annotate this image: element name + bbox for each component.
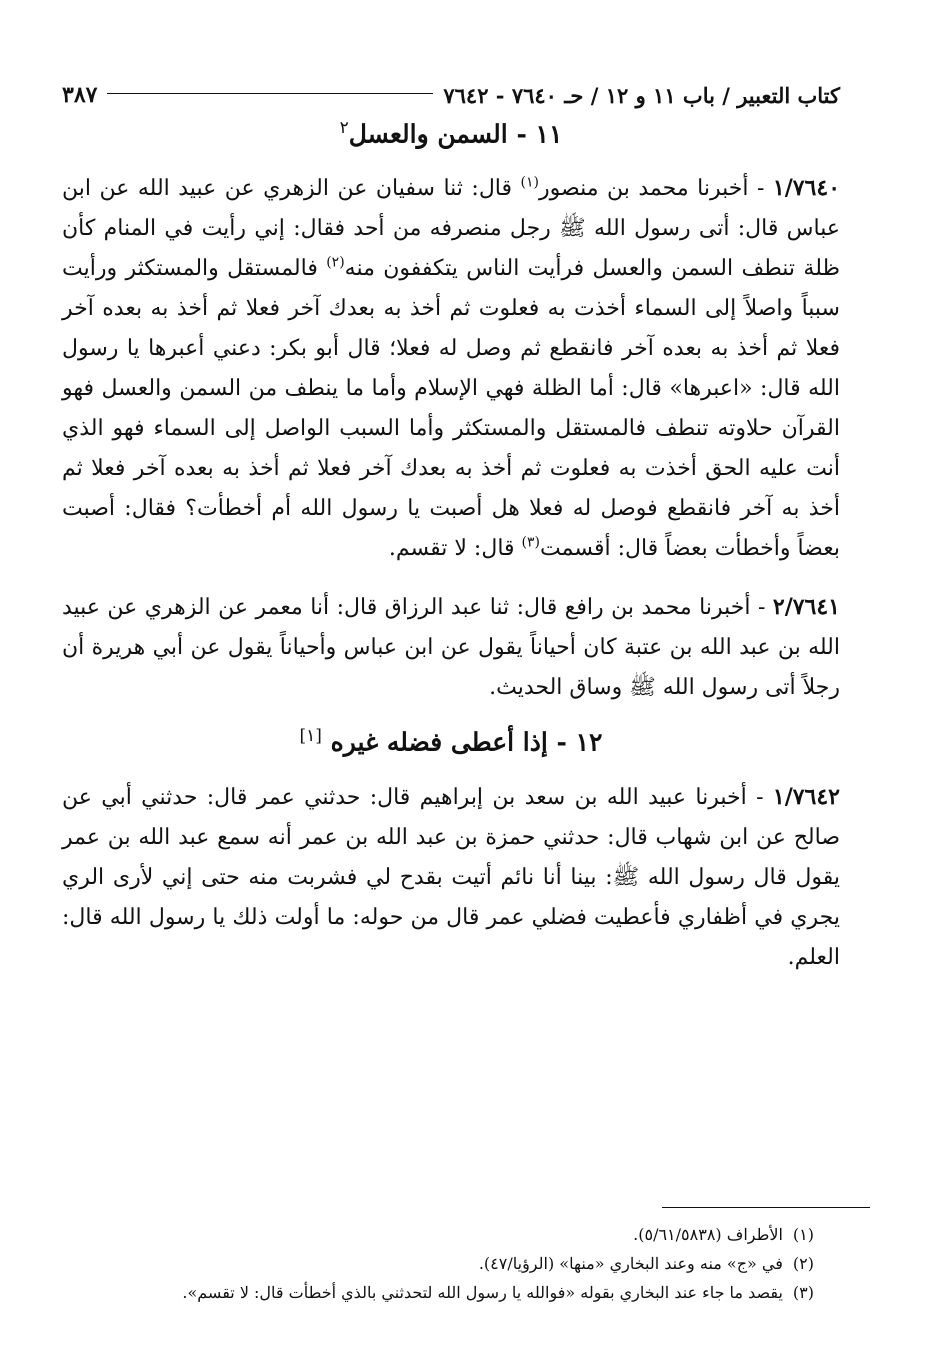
section-title: ١٢ - إذا أعطى فضله غيره bbox=[330, 727, 603, 757]
running-title: كتاب التعبير / باب ١١ و ١٢ / حـ ٧٦٤٠ - ٧٦٤٢ bbox=[443, 83, 840, 108]
page-number: ٣٨٧ bbox=[62, 82, 98, 108]
footnote-text: في «ج» منه وعند البخاري «منها» (الرؤيا/٤٧). bbox=[478, 1254, 783, 1273]
footnote bbox=[94, 1220, 814, 1249]
header-rule bbox=[107, 93, 433, 94]
section-heading-11 bbox=[62, 118, 840, 148]
hadith-number: ١/٧٦٤٠ bbox=[772, 175, 841, 202]
hadith-7640 bbox=[62, 168, 840, 569]
hadith-text: - أخبرنا عبيد الله بن سعد بن إبراهيم قال: حدثني عمر قال: حدثني أبي عن صالح عن ابن شهاب قال: حدثني حمزة بن عبد الله بن عمر أنه سمع عبد الله بن عمر يقول قال رسول الله ﷺ: بينا أنا نائم أتيت بقدح لي فشربت منه حتى إني لأرى الري يجري في أظفاري فأعطيت فضلي عمر قال من حوله: ما أولت ذلك يا رسول الله قال: العلم. bbox=[62, 784, 840, 970]
hadith-number: ١/٧٦٤٢ bbox=[772, 783, 840, 810]
footnote-text: يقصد ما جاء عند البخاري بقوله «فوالله يا رسول الله لتحدثني بالذي أخطأت قال: لا تقسم». bbox=[182, 1283, 783, 1302]
hadith-7641 bbox=[62, 587, 840, 708]
footnotes bbox=[94, 1220, 814, 1307]
footnote-ref: (٣) bbox=[521, 535, 540, 551]
footnote-number: (٢) bbox=[792, 1254, 814, 1273]
footnote-ref: (١) bbox=[520, 175, 540, 191]
footnote-divider bbox=[662, 1207, 870, 1208]
hadith-number: ٢/٧٦٤١ bbox=[772, 594, 840, 621]
hadith-text: قال: لا تقسم. bbox=[388, 536, 522, 562]
heading-footnote-marker: ٢ bbox=[339, 118, 349, 138]
footnote-number: (٣) bbox=[792, 1283, 814, 1302]
running-header bbox=[62, 60, 840, 108]
footnote bbox=[94, 1278, 814, 1307]
footnote bbox=[94, 1249, 814, 1278]
heading-footnote-marker: [١] bbox=[299, 726, 322, 747]
section-heading-12 bbox=[62, 726, 840, 756]
hadith-text: قال: ثنا سفيان عن الزهري عن عبيد الله عن ابن عباس قال: أتى رسول الله ﷺ رجل منصرفه من أحد فقال: إني رأيت في المنام كأن ظلة تنطف السمن والعسل فرأيت الناس يتكففون منه bbox=[62, 176, 840, 282]
section-title: ١١ - السمن والعسل bbox=[348, 119, 563, 149]
hadith-text: - أخبرنا محمد بن رافع قال: ثنا عبد الرزاق قال: أنا معمر عن الزهري عن عبيد الله بن عبد الله بن عتبة كان أحياناً يقول عن ابن عباس وأحياناً يقول عن أبي هريرة أن رجلاً أتى رسول الله ﷺ وساق الحديث. bbox=[62, 595, 840, 701]
footnote-text: الأطراف (٥/٦١/٥٨٣٨). bbox=[633, 1225, 783, 1244]
footnote-number: (١) bbox=[792, 1225, 814, 1244]
hadith-text: فالمستقل والمستكثر ورأيت سبباً واصلاً إلى السماء أخذت به فعلوت ثم أخذ به بعدك آخر فعلا ثم أخذ به بعده آخر فعلا ثم أخذ به بعده آخر فانقطع ثم وصل له فعلا؛ قال أبو بكر: دعني أعبرها يا رسول الله قال: «اعبرها» قال: أما الظلة فهي الإسلام وأما ما ينطف من السمن والعسل فهو القرآن حلاوته تنطف فالمستقل والمستكثر وأما السبب الواصل إلى السماء فهو الذي أنت عليه الحق أخذت به فعلوت ثم أخذ به بعدك آخر فعلا ثم أخذ به بعده آخر فعلا ثم أخذ به آخر فانقطع فوصل له فعلا هل أصبت يا رسول الله أم أخطأت؟ فقال: أصبت بعضاً وأخطأت بعضاً قال: أقسمت bbox=[62, 256, 840, 562]
footnote-ref: (٢) bbox=[326, 255, 345, 271]
hadith-7642 bbox=[62, 777, 840, 978]
book-page bbox=[62, 60, 840, 996]
hadith-text: - أخبرنا محمد بن منصور bbox=[539, 176, 773, 202]
